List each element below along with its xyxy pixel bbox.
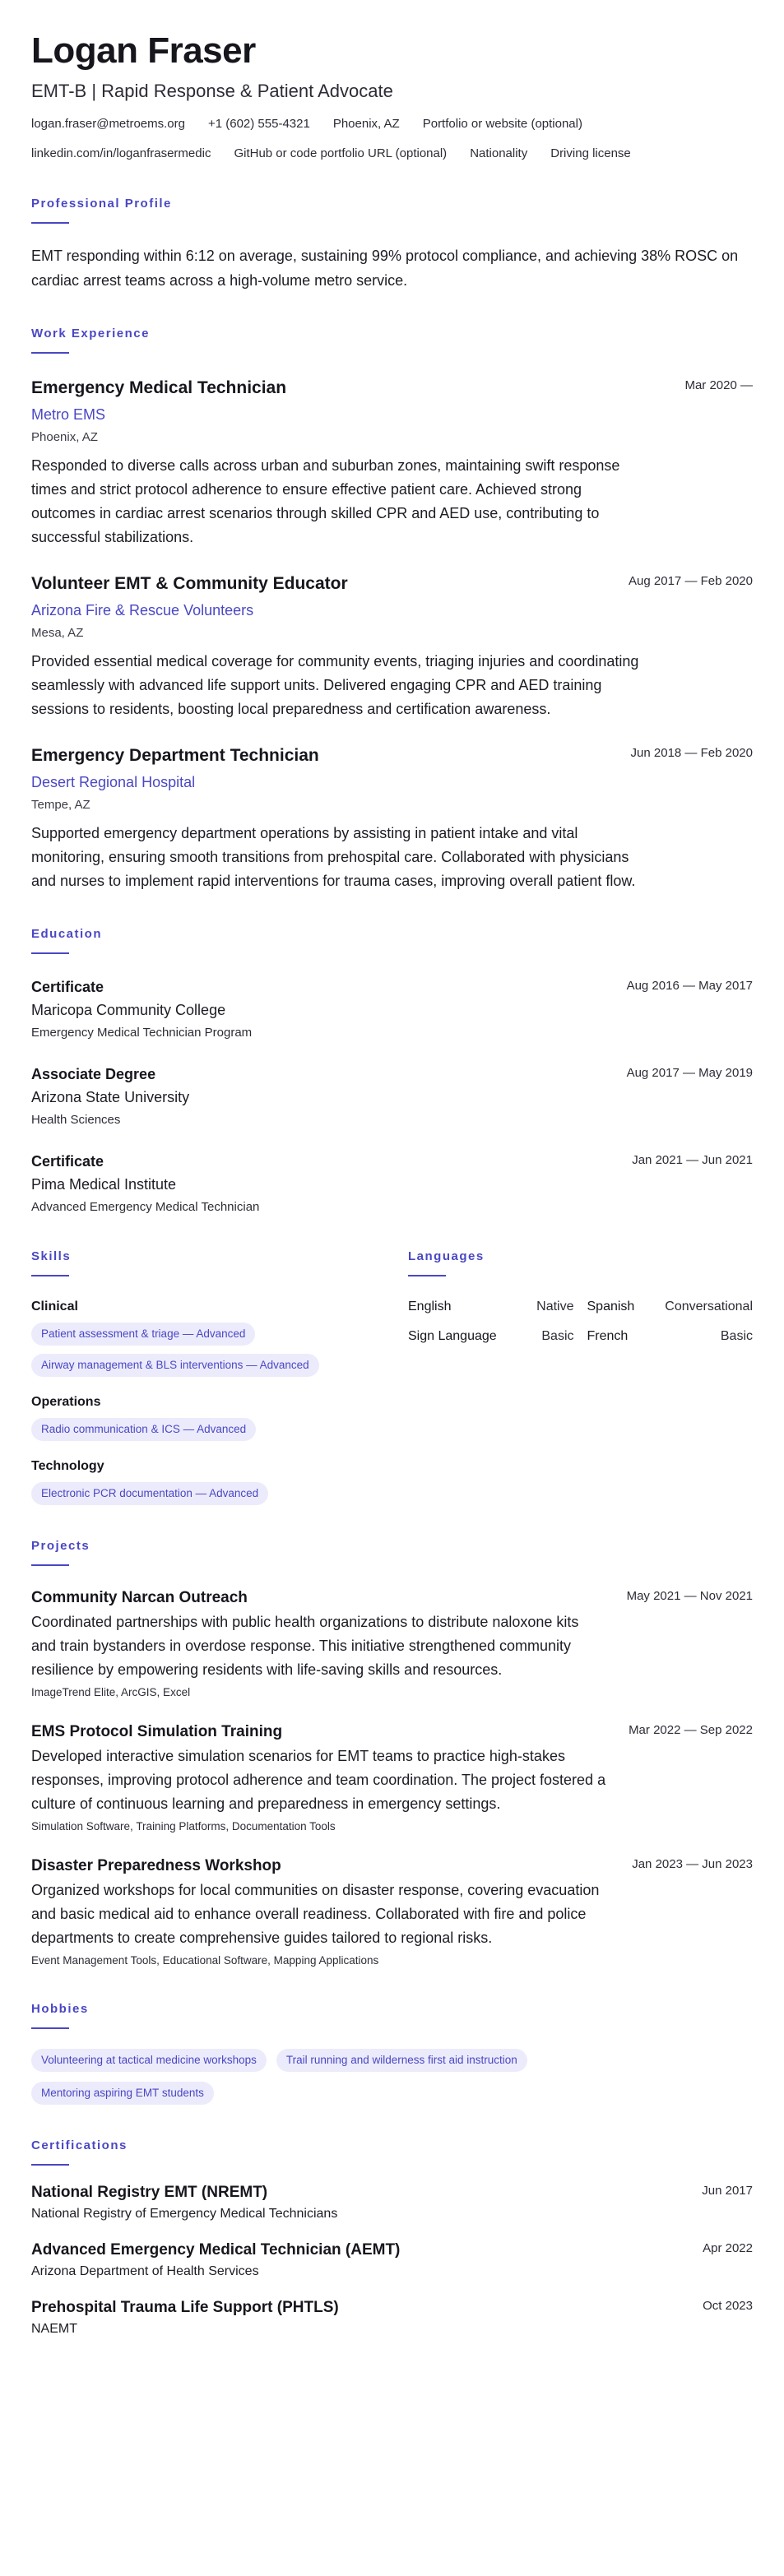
hobby-pill: Volunteering at tactical medicine workshops [31, 2049, 267, 2072]
languages-section [408, 1249, 753, 1505]
section-divider [31, 1275, 69, 1276]
project-tools: ImageTrend Elite, ArcGIS, Excel [31, 1686, 191, 1698]
education-date: Aug 2016 — May 2017 [626, 979, 753, 993]
hobby-pill-list [31, 2049, 624, 2105]
contact-linkedin[interactable]: linkedin.com/in/loganfrasermedic [31, 146, 211, 160]
education-school: Pima Medical Institute [31, 1176, 177, 1193]
project-description: Developed interactive simulation scenarios for EMT teams to practice high-stakes responses, improving protocol adherence and team coordination. The project fostered a culture of continuous learning and preparedness in emergency settings. [31, 1748, 606, 1812]
education-date: Aug 2017 — May 2019 [626, 1066, 753, 1080]
language-name: Spanish [587, 1300, 635, 1313]
certification-name: Prehospital Trauma Life Support (PHTLS) [31, 2299, 339, 2316]
section-divider [408, 1275, 446, 1276]
language-item [408, 1298, 574, 1316]
education-degree: Associate Degree [31, 1066, 156, 1082]
skill-pill: Electronic PCR documentation — Advanced [31, 1482, 268, 1505]
contact-location: Phoenix, AZ [332, 117, 400, 131]
candidate-name: Logan Fraser [31, 30, 256, 71]
certification-date: Jun 2017 [702, 2184, 753, 2198]
contact-email[interactable]: logan.fraser@metroems.org [31, 117, 185, 131]
contact-portfolio[interactable]: Portfolio or website (optional) [422, 117, 582, 131]
section-divider [31, 2027, 69, 2029]
certification-issuer: National Registry of Emergency Medical Technicians [31, 2207, 338, 2221]
certification-issuer: NAEMT [31, 2322, 77, 2336]
section-divider [31, 222, 69, 224]
section-title-experience: Work Experience [31, 327, 150, 341]
certification-entry [31, 2182, 753, 2223]
project-date: May 2021 — Nov 2021 [626, 1589, 753, 1603]
job-company: Metro EMS [31, 406, 106, 423]
certifications-section [31, 2138, 753, 2338]
education-field: Health Sciences [31, 1113, 121, 1127]
education-school: Maricopa Community College [31, 1002, 226, 1018]
job-description: Provided essential medical coverage for community events, triaging injuries and coordinating seamlessly with advanced life support units. Delivered engaging CPR and AED training sessions to residents, boosting local preparedness and certification awareness. [31, 653, 639, 717]
section-divider [31, 1564, 69, 1566]
project-entry [31, 1587, 753, 1700]
project-date: Mar 2022 — Sep 2022 [629, 1723, 753, 1737]
section-divider [31, 2164, 69, 2166]
contact-github[interactable]: GitHub or code portfolio URL (optional) [234, 146, 448, 160]
section-title-profile: Professional Profile [31, 197, 172, 211]
contact-driving-license: Driving license [550, 146, 631, 160]
language-item [587, 1327, 754, 1346]
section-title-skills: Skills [31, 1249, 72, 1263]
skill-group-title: Technology [31, 1459, 104, 1473]
project-title: Disaster Preparedness Workshop [31, 1857, 281, 1874]
language-level: Conversational [665, 1300, 753, 1313]
contact-row-secondary [31, 145, 753, 163]
contact-row-primary [31, 115, 753, 133]
project-title: Community Narcan Outreach [31, 1589, 248, 1606]
project-tools: Simulation Software, Training Platforms, Documentation Tools [31, 1820, 336, 1832]
education-degree: Certificate [31, 1153, 104, 1170]
certification-issuer: Arizona Department of Health Services [31, 2264, 259, 2278]
certification-name: Advanced Emergency Medical Technician (AEMT) [31, 2241, 401, 2259]
job-location: Tempe, AZ [31, 798, 90, 812]
profile-section [31, 196, 753, 293]
project-entry [31, 1856, 753, 1968]
job-title: Emergency Department Technician [31, 746, 319, 765]
language-name: English [408, 1300, 452, 1313]
project-date: Jan 2023 — Jun 2023 [632, 1857, 753, 1871]
job-date: Aug 2017 — Feb 2020 [629, 574, 753, 588]
language-item [408, 1327, 574, 1346]
education-entry [31, 977, 753, 1041]
language-name: French [587, 1329, 629, 1343]
education-school: Arizona State University [31, 1089, 190, 1105]
project-tools: Event Management Tools, Educational Software, Mapping Applications [31, 1954, 379, 1967]
job-entry [31, 572, 753, 721]
project-entry [31, 1721, 753, 1834]
candidate-headline: EMT-B | Rapid Response & Patient Advocate [31, 81, 393, 101]
skills-languages-row [31, 1249, 753, 1505]
language-level: Basic [720, 1329, 753, 1343]
job-description: Supported emergency department operations by assisting in patient intake and vital monitoring, ensuring smooth transitions from prehospital care. Collaborated with physicians and nurses to implement rapid interventions for trauma cases, improving overall patient flow. [31, 825, 636, 889]
skill-pill-list [31, 1323, 408, 1377]
hobby-pill: Trail running and wilderness first aid instruction [276, 2049, 527, 2072]
skill-pill: Patient assessment & triage — Advanced [31, 1323, 255, 1346]
experience-section [31, 326, 753, 893]
project-title: EMS Protocol Simulation Training [31, 1723, 283, 1740]
certification-entry [31, 2297, 753, 2338]
education-section [31, 926, 753, 1216]
project-description: Organized workshops for local communities on disaster response, covering evacuation and basic medical aid to enhance overall readiness. Collaborated with fire and police departments to create comprehensive guides tailored to regional risks. [31, 1882, 600, 1946]
contact-nationality: Nationality [470, 146, 528, 160]
section-title-languages: Languages [408, 1249, 485, 1263]
certification-name: National Registry EMT (NREMT) [31, 2184, 268, 2201]
skill-pill: Radio communication & ICS — Advanced [31, 1418, 256, 1441]
section-divider [31, 352, 69, 354]
project-description: Coordinated partnerships with public health organizations to distribute naloxone kits and train bystanders in overdose response. This initiative strengthened community resilience by empowering residents with life-saving skills and resources. [31, 1614, 579, 1678]
education-date: Jan 2021 — Jun 2021 [632, 1153, 753, 1167]
section-title-education: Education [31, 927, 103, 941]
job-title: Volunteer EMT & Community Educator [31, 574, 348, 593]
projects-section [31, 1538, 753, 1968]
resume-header [31, 30, 753, 163]
hobbies-section [31, 2001, 753, 2105]
skill-group-title: Operations [31, 1395, 101, 1409]
job-date: Jun 2018 — Feb 2020 [630, 746, 753, 760]
contact-phone[interactable]: +1 (602) 555-4321 [207, 117, 310, 131]
education-field: Emergency Medical Technician Program [31, 1026, 253, 1040]
section-title-certifications: Certifications [31, 2138, 128, 2152]
job-title: Emergency Medical Technician [31, 378, 287, 397]
certification-date: Apr 2022 [703, 2241, 753, 2255]
education-entry [31, 1064, 753, 1128]
education-field: Advanced Emergency Medical Technician [31, 1200, 260, 1214]
skill-group-title: Clinical [31, 1300, 78, 1313]
skill-pill-list [31, 1482, 408, 1505]
job-company: Arizona Fire & Rescue Volunteers [31, 602, 254, 619]
education-entry [31, 1151, 753, 1216]
job-location: Mesa, AZ [31, 626, 84, 640]
section-title-hobbies: Hobbies [31, 2002, 89, 2016]
job-entry [31, 744, 753, 893]
profile-summary: EMT responding within 6:12 on average, sustaining 99% protocol compliance, and achieving 38% ROSC on cardiac arrest teams across a high-volume metro service. [31, 248, 739, 289]
language-list [408, 1298, 753, 1346]
language-level: Native [536, 1300, 574, 1313]
section-title-projects: Projects [31, 1539, 90, 1553]
skill-pill-list [31, 1418, 408, 1441]
job-description: Responded to diverse calls across urban and suburban zones, maintaining swift response times and strict protocol adherence to ensure effective patient care. Achieved strong outcomes in cardiac arrest scenarios through skilled CPR and AED use, contributing to successful stabilizations. [31, 457, 620, 545]
language-name: Sign Language [408, 1329, 497, 1343]
skill-pill: Airway management & BLS interventions — Advanced [31, 1354, 319, 1377]
job-date: Mar 2020 — [684, 378, 753, 392]
section-divider [31, 952, 69, 954]
job-entry [31, 377, 753, 549]
hobby-pill: Mentoring aspiring EMT students [31, 2082, 214, 2105]
certification-entry [31, 2240, 753, 2281]
job-company: Desert Regional Hospital [31, 774, 196, 790]
education-degree: Certificate [31, 979, 104, 995]
language-level: Basic [541, 1329, 574, 1343]
language-item [587, 1298, 754, 1316]
certification-date: Oct 2023 [703, 2299, 753, 2313]
skills-section [31, 1249, 408, 1505]
job-location: Phoenix, AZ [31, 430, 98, 444]
